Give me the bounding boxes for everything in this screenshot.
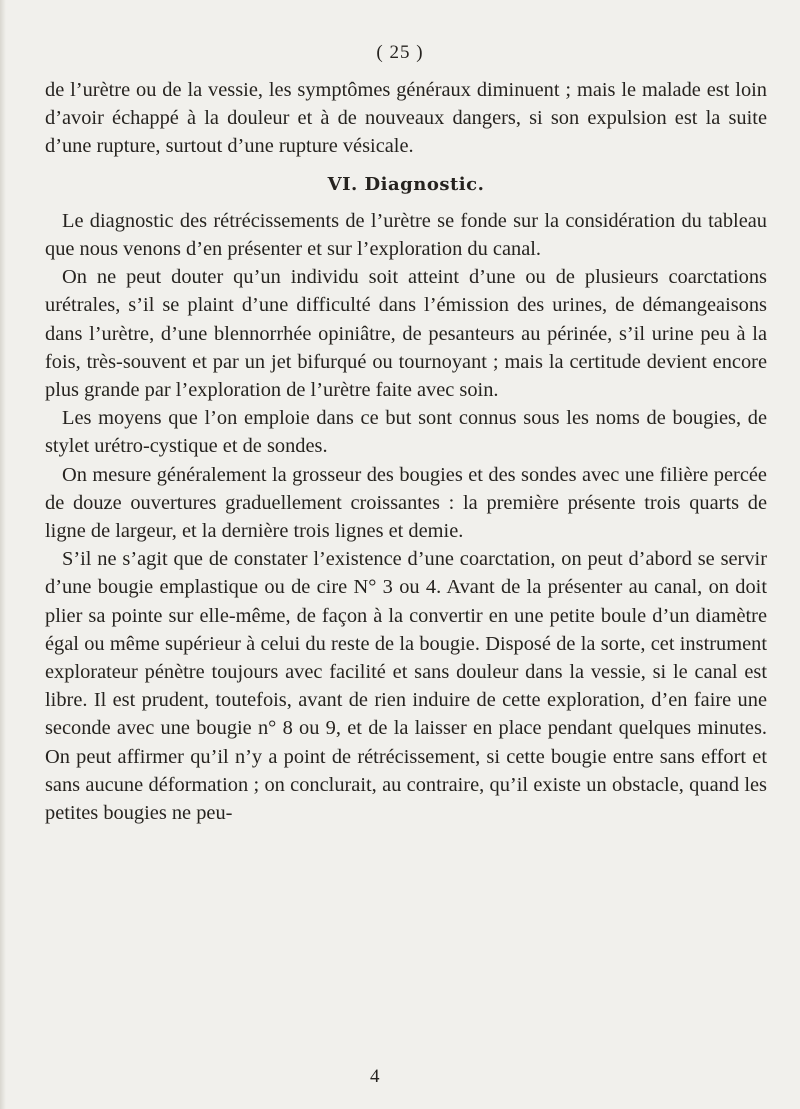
- page-gutter-shadow: [0, 0, 6, 1109]
- page-number: ( 25 ): [376, 42, 424, 63]
- paragraph-diagnosis-basis: Le diagnostic des rétrécissements de l’urètre se fonde sur la considération du tableau que nous venons d’en présenter et sur l’exploration du canal.: [45, 209, 767, 261]
- section-heading: VI. Diagnostic.: [327, 173, 485, 195]
- page-body: [45, 76, 767, 827]
- continued-paragraph: de l’urètre ou de la vessie, les symptômes généraux diminuent ; mais le malade est loin d’avoir échappé à la douleur et à de nouveaux dangers, si son expulsion est la suite d’une rupture, surtout d’une rupture vésicale.: [45, 79, 767, 158]
- paragraph-instruments: Les moyens que l’on emploie dans ce but sont connus sous les noms de bougies, de stylet urétro-cystique et de sondes.: [45, 407, 767, 458]
- paragraph-measurement: On mesure généralement la grosseur des bougies et des sondes avec une filière percée de douze ouvertures graduellement croissantes : la première présente trois quarts de ligne de largeur, et la dernière trois lignes et demie.: [45, 463, 767, 543]
- paragraph-exploration: S’il ne s’agit que de constater l’existence d’une coarctation, on peut d’abord se servir d’une bougie emplastique ou de cire N° 3 ou 4. Avant de la présenter au canal, on doit plier sa pointe sur elle-même, de façon à la convertir en une petite boule d’un diamètre égal ou même supérieur à celui du reste de la bougie. Disposé de la sorte, cet instrument explorateur pénètre toujours avec facilité et sans douleur dans la vessie, si le canal est libre. Il est prudent, toutefois, avant de rien induire de cette exploration, d’en faire une seconde avec une bougie n° 8 ou 9, et de la laisser en place pendant quelques minutes. On peut affirmer qu’il n’y a point de rétrécissement, si cette bougie entre sans effort et sans aucune déformation ; on conclurait, au contraire, qu’il existe un obstacle, quand les petites bougies ne peu-: [45, 548, 767, 825]
- paragraph-symptoms: On ne peut douter qu’un individu soit atteint d’une ou de plusieurs coarctations urétrales, s’il se plaint d’une difficulté dans l’émission des urines, de démangeaisons dans l’urètre, d’une blennorrhée opiniâtre, de pesanteurs au périnée, s’il urine peu à la fois, très-souvent et par un jet bifurqué ou tournoyant ; mais la certitude devient encore plus grande par l’exploration de l’urètre faite avec soin.: [45, 266, 767, 402]
- signature-mark: 4: [370, 1066, 380, 1087]
